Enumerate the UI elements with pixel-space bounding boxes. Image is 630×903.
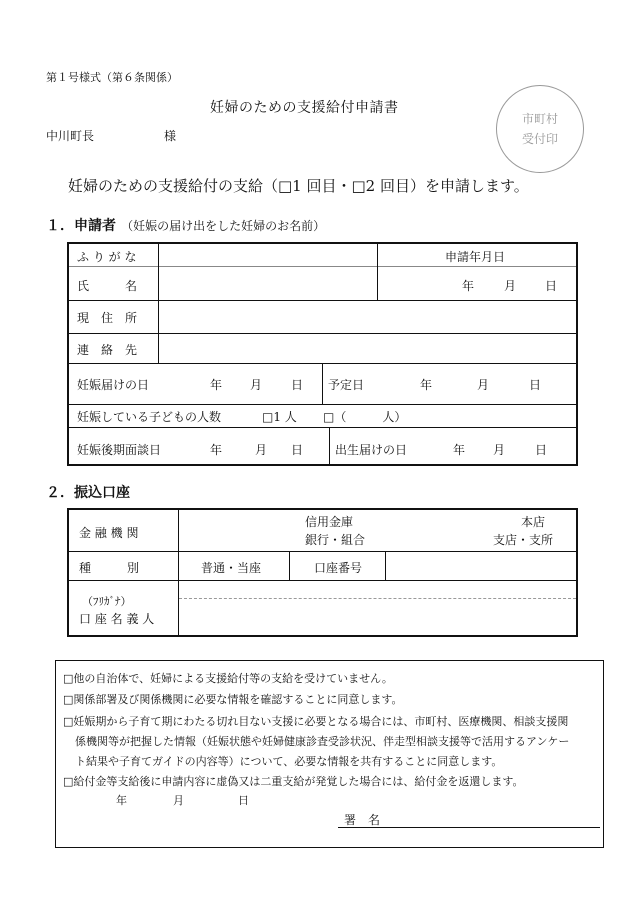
signature-line[interactable] xyxy=(338,827,600,828)
holder-label: 口 座 名 義 人 xyxy=(79,612,155,626)
contact-field[interactable] xyxy=(161,335,573,361)
due-date-month: 月 xyxy=(477,378,490,392)
branch-type-1: 本店 xyxy=(521,515,546,529)
holder-kana-field[interactable] xyxy=(181,582,574,597)
bank-account-table xyxy=(67,508,578,637)
furigana-field[interactable] xyxy=(161,245,375,265)
application-statement: 妊婦のための支援給付の支給（□1 回目・□2 回目）を申請します。 xyxy=(68,177,529,195)
application-date-label: 申請年月日 xyxy=(445,250,506,264)
page-title: 妊婦のための支援給付申請書 xyxy=(210,100,399,116)
account-type-value[interactable]: 普通・当座 xyxy=(201,561,262,575)
address-label: 現 住 所 xyxy=(77,311,138,325)
birth-report-year: 年 xyxy=(453,443,466,457)
consent-item-3-line-1[interactable]: □妊娠期から子育て期にわたる切れ目ない支援に必要となる場合には、市町村、医療機関、相談支援関 xyxy=(63,715,569,728)
signature-label: 署 名 xyxy=(344,813,381,827)
address-field[interactable] xyxy=(161,302,573,331)
late-interview-day: 日 xyxy=(291,443,304,457)
furigana-label: ふ り が な xyxy=(77,250,137,264)
section1-note: （妊娠の届け出をした妊婦のお名前） xyxy=(121,219,326,233)
reception-stamp xyxy=(496,85,584,173)
application-month: 月 xyxy=(504,279,517,293)
consent-item-3-line-3: ト結果や子育てガイドの内容等）について、必要な情報を共有することに同意します。 xyxy=(75,755,503,768)
applicant-table xyxy=(67,242,578,466)
contact-label: 連 絡 先 xyxy=(77,343,138,357)
application-day: 日 xyxy=(545,279,558,293)
account-type-label: 種 別 xyxy=(79,561,140,575)
holder-kana-label: （ﾌﾘｶﾞﾅ） xyxy=(82,595,132,608)
due-date-label: 予定日 xyxy=(328,378,365,392)
stamp-line-1: 市町村 xyxy=(521,112,558,126)
consent-item-1[interactable]: □他の自治体で、妊婦による支援給付等の支給を受けていません。 xyxy=(63,672,393,685)
consent-date-month: 月 xyxy=(173,794,184,807)
section1-heading: １．申請者 xyxy=(46,218,116,234)
section2-heading: ２．振込口座 xyxy=(46,485,130,501)
birth-report-month: 月 xyxy=(493,443,506,457)
consent-item-2[interactable]: □関係部署及び関係機関に必要な情報を確認することに同意します。 xyxy=(63,693,403,706)
holder-field[interactable] xyxy=(181,600,574,633)
pregnancy-report-year: 年 xyxy=(210,378,223,392)
addressee-honorific: 様 xyxy=(164,129,177,143)
late-interview-label: 妊娠後期面談日 xyxy=(77,443,162,457)
late-interview-month: 月 xyxy=(255,443,268,457)
bank-type-2: 銀行・組合 xyxy=(305,533,366,547)
section1-heading-row xyxy=(46,215,325,235)
birth-report-day: 日 xyxy=(535,443,548,457)
birth-report-label: 出生届けの日 xyxy=(335,443,408,457)
consent-item-3-line-2: 係機関等が把握した情報（妊娠状態や妊婦健康診査受診状況、伴走型相談支援等で活用するアンケー xyxy=(75,735,570,748)
children-count-label: 妊娠している子どもの人数 xyxy=(77,410,222,424)
pregnancy-report-month: 月 xyxy=(250,378,263,392)
bank-label: 金 融 機 関 xyxy=(79,526,139,540)
form-number: 第１号様式（第６条関係） xyxy=(46,71,178,84)
consent-date-year: 年 xyxy=(116,794,127,807)
name-label: 氏 名 xyxy=(77,279,138,293)
name-field[interactable] xyxy=(161,268,375,298)
bank-type-1: 信用金庫 xyxy=(305,515,354,529)
due-date-year: 年 xyxy=(420,378,433,392)
pregnancy-report-label: 妊娠届けの日 xyxy=(77,378,150,392)
children-option-one[interactable]: □1 人 xyxy=(262,410,297,424)
consent-date-day: 日 xyxy=(238,794,249,807)
consent-item-4[interactable]: □給付金等支給後に申請内容に虚偽又は二重支給が発覚した場合には、給付金を返還します。 xyxy=(63,775,524,788)
pregnancy-report-day: 日 xyxy=(291,378,304,392)
branch-type-2: 支店・支所 xyxy=(493,533,554,547)
children-option-other[interactable]: □（ 人） xyxy=(323,410,407,424)
due-date-day: 日 xyxy=(529,378,542,392)
account-number-field[interactable] xyxy=(388,553,574,578)
late-interview-year: 年 xyxy=(210,443,223,457)
application-year: 年 xyxy=(462,279,475,293)
consent-box xyxy=(55,660,604,848)
account-number-label: 口座番号 xyxy=(314,561,363,575)
addressee: 中川町長 xyxy=(46,129,95,143)
stamp-line-2: 受付印 xyxy=(521,132,558,146)
